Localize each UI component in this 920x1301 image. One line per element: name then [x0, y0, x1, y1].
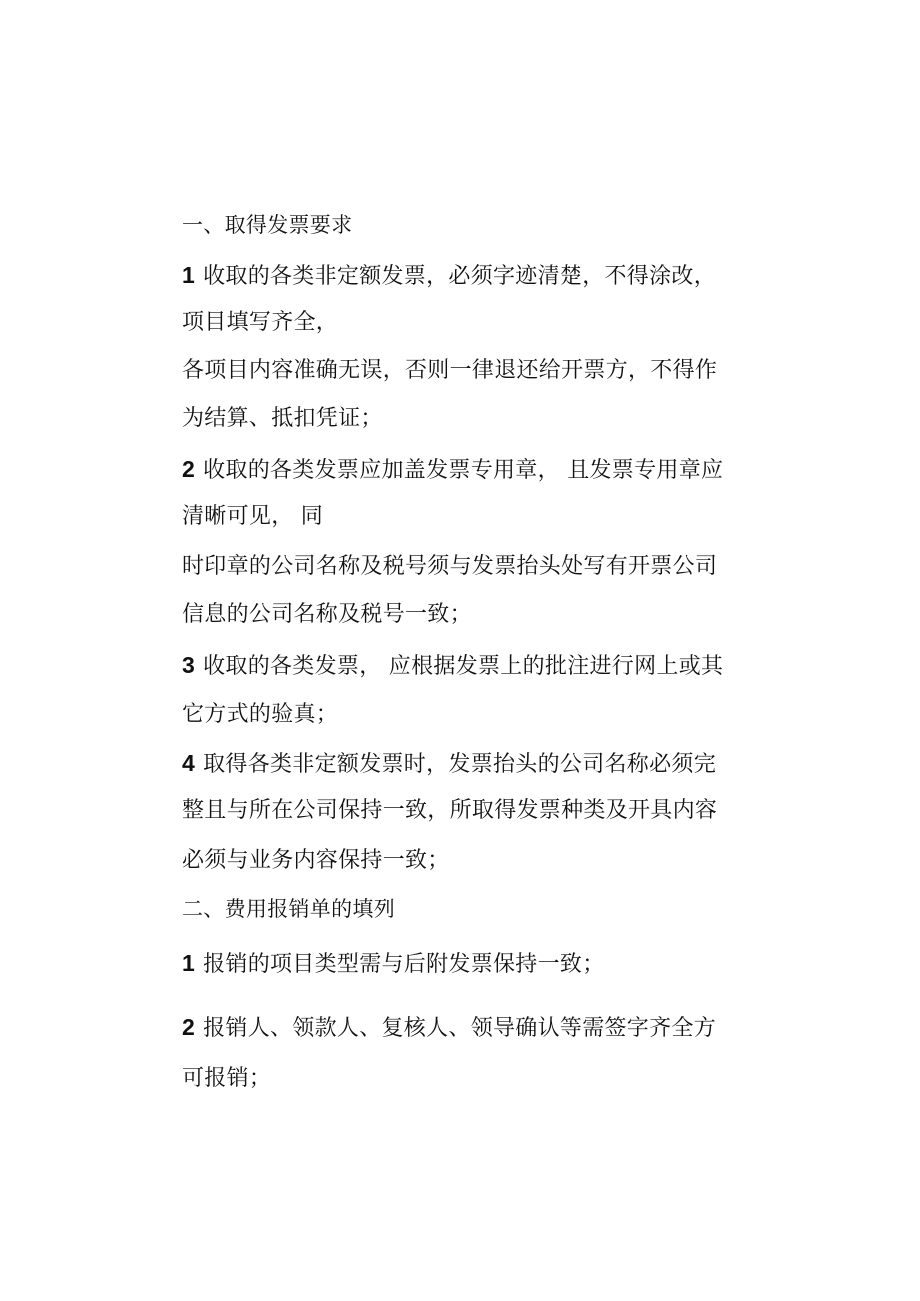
item-text: 收取的各类发票， 应根据发票上的批注进行网上或其 [203, 654, 724, 679]
item-1-line-4: 为结算、抵扣凭证； [182, 406, 383, 431]
item-1-line-1 [182, 260, 716, 292]
item-3-line-1 [182, 650, 723, 682]
item-2-line-4: 信息的公司名称及税号一致； [182, 602, 472, 627]
item-number: 3 [182, 652, 196, 678]
item-number: 1 [182, 262, 196, 288]
item-text: 取得各类非定额发票时，发票抬头的公司名称必须完 [203, 752, 716, 777]
item-1-line-2: 项目填写齐全， [182, 310, 339, 335]
item-text: 收取的各类发票应加盖发票专用章， 且发票专用章应 [203, 458, 724, 483]
item-4-line-1 [182, 748, 716, 780]
item-4-line-3: 必须与业务内容保持一致； [182, 848, 450, 873]
section-heading-1: 一、取得发票要求 [182, 213, 353, 237]
item-number: 2 [182, 1014, 196, 1040]
item-5-line-1 [182, 948, 605, 980]
item-2-line-3: 时印章的公司名称及税号须与发票抬头处写有开票公司 [182, 554, 718, 579]
item-6-line-2: 可报销； [182, 1066, 272, 1091]
item-1-line-3: 各项目内容准确无误，否则一律退还给开票方，不得作 [182, 358, 718, 383]
item-number: 1 [182, 950, 196, 976]
item-3-line-2: 它方式的验真； [182, 702, 339, 727]
item-number: 2 [182, 456, 196, 482]
item-4-line-2: 整且与所在公司保持一致，所取得发票种类及开具内容 [182, 798, 718, 823]
item-number: 4 [182, 750, 196, 776]
section-heading-2: 二、费用报销单的填列 [182, 897, 395, 921]
item-text: 收取的各类非定额发票，必须字迹清楚，不得涂改， [203, 264, 716, 289]
item-6-line-1 [182, 1012, 716, 1044]
item-2-line-2: 清晰可见， 同 [182, 504, 324, 529]
item-text: 报销的项目类型需与后附发票保持一致； [203, 952, 605, 977]
item-2-line-1 [182, 454, 723, 486]
item-text: 报销人、领款人、复核人、领导确认等需签字齐全方 [203, 1016, 716, 1041]
